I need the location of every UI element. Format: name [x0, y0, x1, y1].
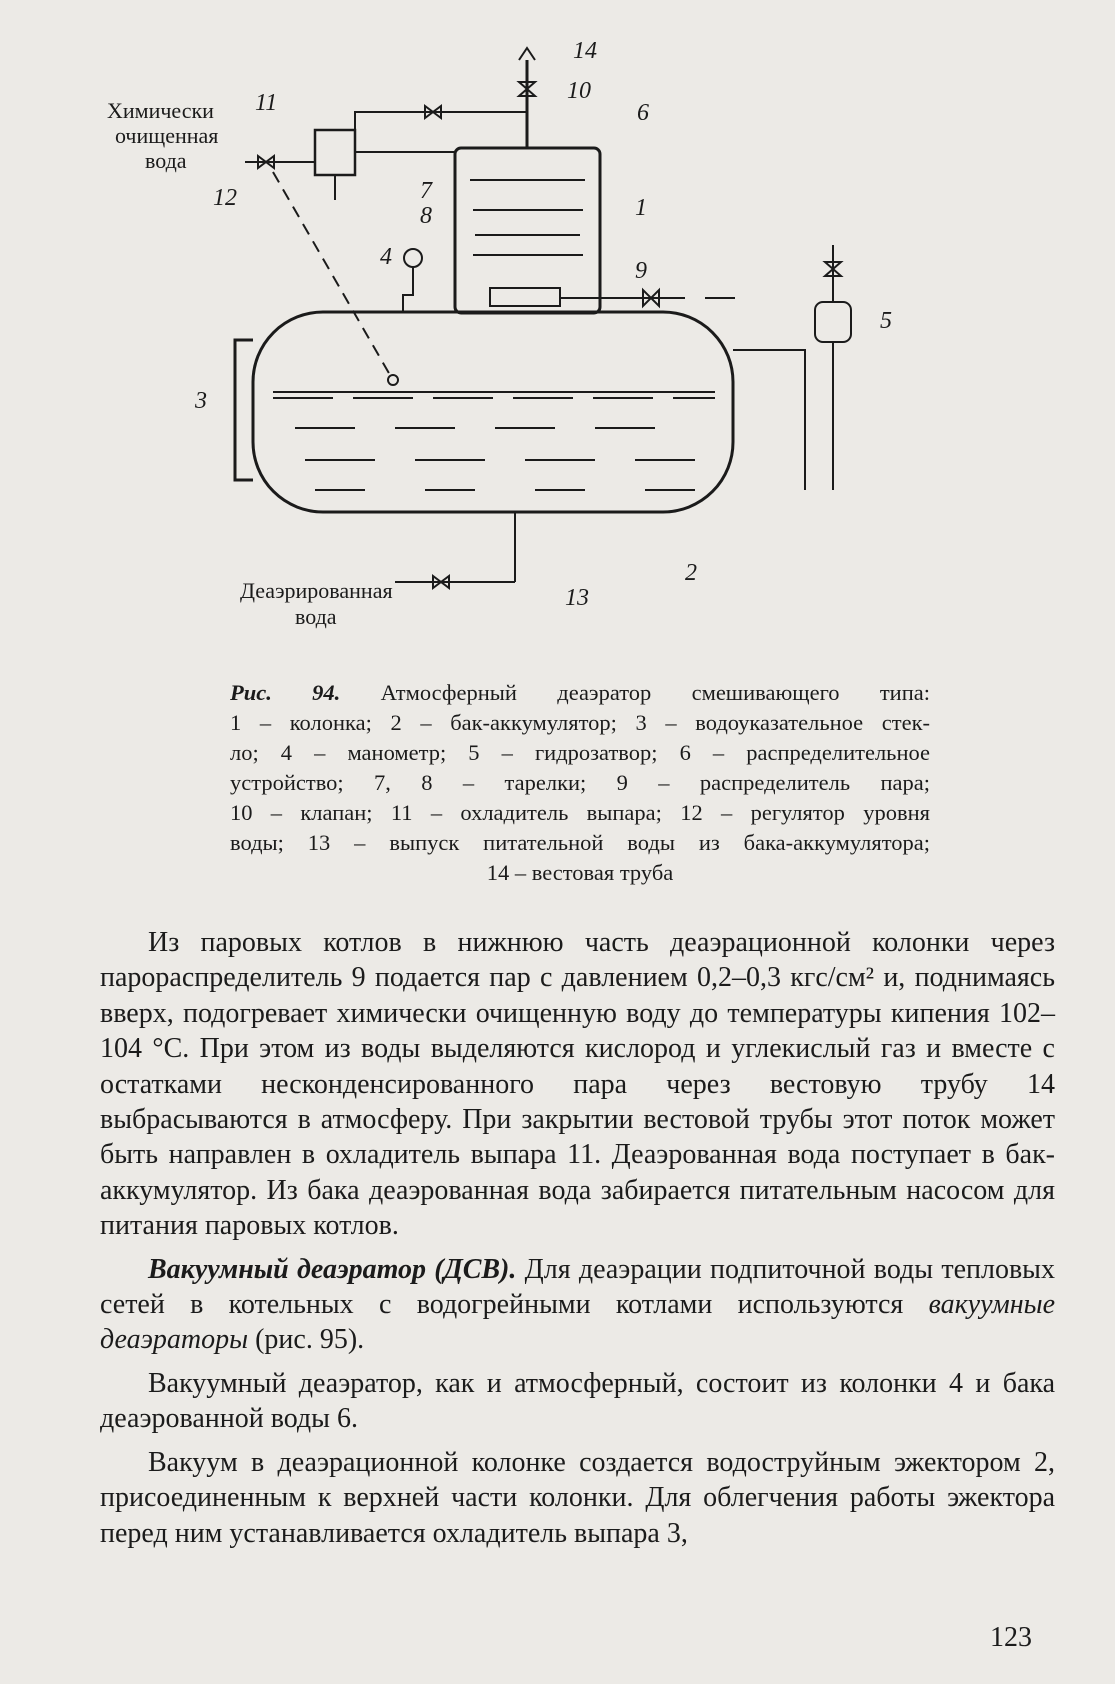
- callout-1: 1: [635, 195, 647, 221]
- caption-line: 10 – клапан; 11 – охладитель выпара; 12 – регулятор уровня: [230, 800, 930, 825]
- caption-line: ло; 4 – манометр; 5 – гидрозатвор; 6 – распределительное: [230, 740, 930, 765]
- paragraph: Вакуумный деаэратор, как и атмосферный, состоит из колонки 4 и бака деаэрованной воды 6.: [100, 1367, 1055, 1435]
- callout-7: 7: [420, 178, 432, 204]
- paragraph: [100, 1252, 1055, 1358]
- callout-2: 2: [685, 560, 697, 586]
- callout-5: 5: [880, 308, 892, 334]
- caption-line: воды; 13 – выпуск питательной воды из бака-аккумулятора;: [230, 830, 930, 855]
- callout-10: 10: [567, 78, 591, 104]
- figure-caption: [230, 678, 930, 888]
- paragraph: Из паровых котлов в нижнюю часть деаэрационной колонки через парораспределитель 9 подается пар с давлением 0,2–0,3 кгс/см² и, поднимаясь вверх, подогревает химически очищенную воду до температуры кипения 102–104 °С. При этом из воды выделяются кислород и углекислый газ и вместе с остатками несконденсированного пара через вестовую трубу 14 выбрасываются в атмосферу. При закрытии вестовой трубы этот поток может быть направлен в охладитель выпара 11. Деаэрованная вода поступает в бак-аккумулятор. Из бака деаэрованная вода забирается питательным насосом для питания паровых котлов.: [100, 927, 1055, 1242]
- label-deaerated-water-2: вода: [295, 604, 337, 629]
- label-chem-water-2: очищенная: [115, 123, 219, 148]
- callout-14: 14: [573, 38, 597, 64]
- storage-tank: [253, 312, 733, 512]
- italic-term: вакуумные деаэраторы: [100, 1289, 1055, 1356]
- caption-line: устройство; 7, 8 – тарелки; 9 – распределитель пара;: [230, 770, 930, 795]
- paragraph-text: (рис. 95).: [248, 1324, 365, 1356]
- run-in-heading: Вакуумный деаэратор (ДСВ).: [148, 1253, 517, 1285]
- caption-line: 1 – колонка; 2 – бак-аккумулятор; 3 – водоуказательное стек-: [230, 710, 930, 735]
- caption-line: 14 – вестовая труба: [486, 860, 674, 885]
- caption-title: Рис. 94.: [230, 680, 341, 705]
- callout-4: 4: [380, 244, 392, 270]
- label-chem-water-3: вода: [145, 148, 187, 173]
- callout-13: 13: [565, 585, 589, 611]
- label-deaerated-water-1: Деаэрированная: [240, 578, 393, 603]
- paragraph-text: Для деаэрации подпиточной воды тепловых сетей в котельных с водогрейными котлами используются: [100, 1253, 1055, 1321]
- paragraph: Вакуум в деаэрационной колонке создается водоструйным эжектором 2, присоединенным к верхней части колонки. Для облегчения работы эжектора перед ним устанавливается охладитель выпара 3,: [100, 1446, 1055, 1549]
- vapour-cooler: [315, 130, 355, 175]
- callout-6: 6: [637, 100, 649, 126]
- callout-9: 9: [635, 258, 647, 284]
- callout-8: 8: [420, 203, 432, 229]
- callout-3: 3: [195, 388, 207, 414]
- page-number: 123: [990, 1622, 1032, 1653]
- callout-12: 12: [213, 185, 237, 211]
- label-chem-water-1: Химически: [107, 98, 214, 123]
- body-text: [100, 925, 1055, 1559]
- caption-heading: Атмосферный деаэратор смешивающего типа:: [380, 680, 930, 705]
- callout-11: 11: [255, 90, 278, 116]
- deaerator-diagram: [95, 20, 1055, 670]
